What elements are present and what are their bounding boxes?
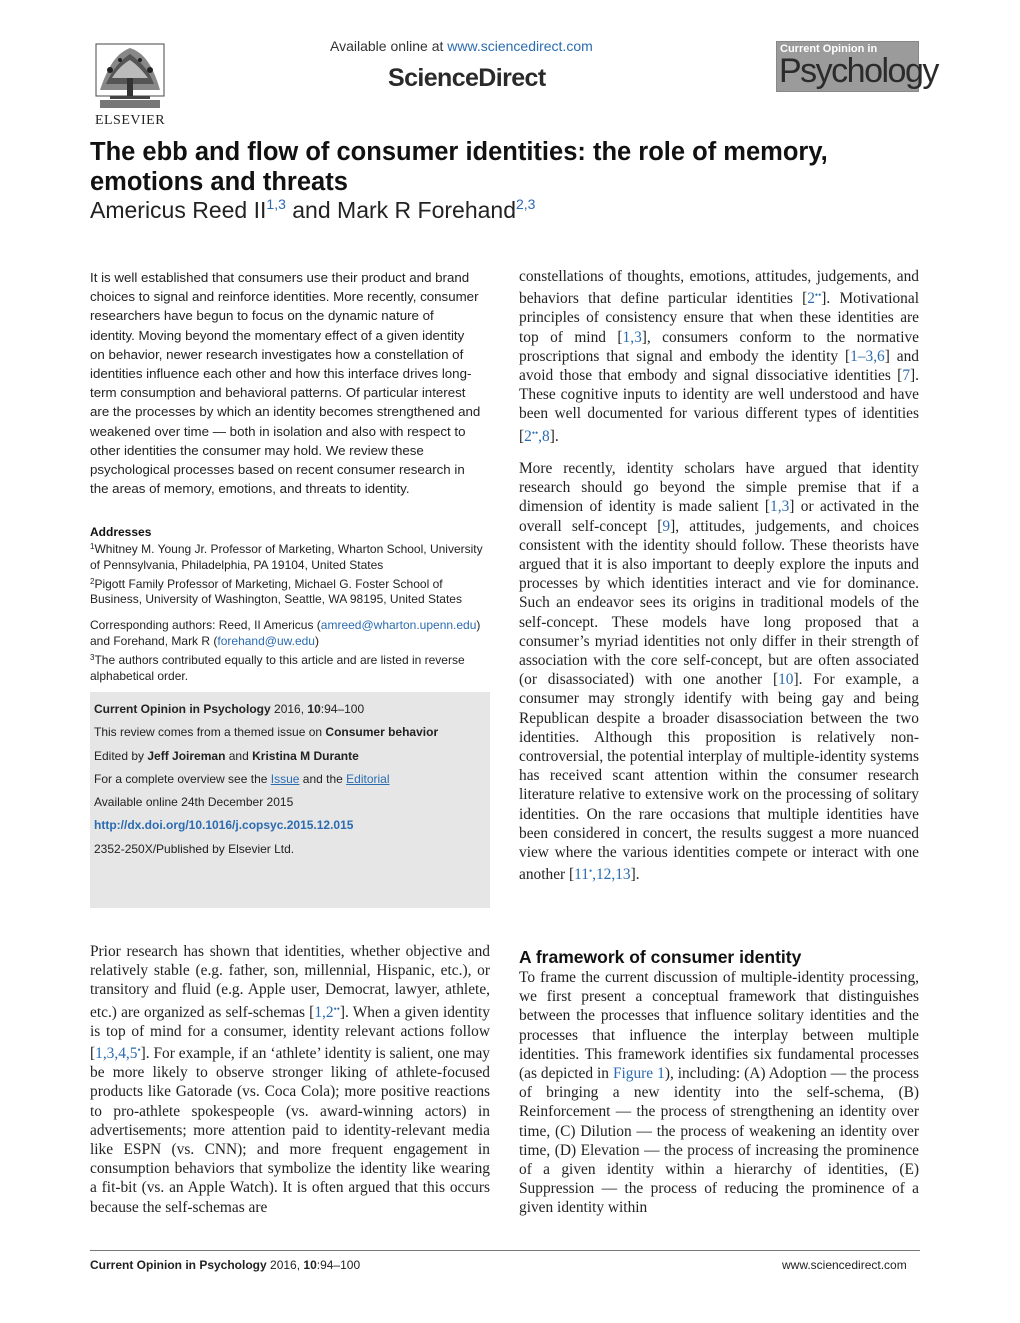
footer-citation: Current Opinion in Psychology 2016, 10:94–100 [90, 1258, 361, 1272]
author-line [90, 196, 535, 224]
journal-badge-main: Psychology [779, 52, 938, 90]
citation-link[interactable]: 1,3 [622, 328, 642, 346]
citation-link[interactable]: 1,2•• [314, 1003, 340, 1021]
body-right-paragraph-2: More recently, identity scholars have argued that identity research should go beyond the simple premise that if a dimension of identity is made salient [1,3] or activated in the overall self-concept [9], attitudes, judgements, and choices consistent with the identity should follow. These theorists have argued that it is also important to deeply explore the inputs and processes by which identities interact and vie for dominance. Such an endeavor sees its origins in traditional models of the self-concept. These models have long proposed that a consumer’s myriad identities not only differ in their strength of association with the core self-concept, but are often associated (or disassociated) with one another [10]. For example, a consumer may strongly identify with being gay and being Republican despite a broader disassociation between the two identities. Although this proposition is relatively non-controversial, the potential interplay of multiple-identity systems has received scant attention within the consumer research literature relative to extensive work on the processing of solitary identities. On the rare occasions that multiple identities have been considered in concert, the results suggest a more nuanced view where the various identities compete or interact with one another [11•,12,13]. [519, 460, 920, 884]
addresses-heading: Addresses [90, 525, 152, 539]
themed-issue-line: This review comes from a themed issue on Consumer behavior [94, 725, 439, 740]
body-left-paragraph-1: Prior research has shown that identities, whether objective and relatively stable (e.g. father, son, millennial, Hispanic, etc.), or transitory and fluid (e.g. Apple user, Democrat, lawyer, athlete, etc.) are organized as self-schemas [1,2••]. When a given identity is top of mind for a consumer, identity relevant actions follow [1,3,4,5•]. For example, if an ‘athlete’ identity is salient, one may be more likely to observe stronger liking of athlete-focused products like Gatorade (vs. Coca Cola); more positive reactions to pro-athlete spokespeople (vs. award-winning actors) in advertisements; more attention paid to identity-relevant media like ESPN (vs. CNN); and more frequent engagement in consumption behaviors that symbolize the identity like wearing a fit-bit (vs. an Apple Watch). It is often argued that this occurs because the self-schemas are [90, 943, 490, 1216]
author-and: and Mark R Forehand [285, 197, 516, 223]
editors-line: Edited by Jeff Joireman and Kristina M Durante [94, 748, 359, 763]
email-link-forehand[interactable]: forehand@uw.edu [217, 633, 315, 648]
author-1-affiliations[interactable]: 1,3 [266, 196, 286, 212]
elsevier-tree-logo [90, 40, 170, 112]
available-date-line: Available online 24th December 2015 [94, 795, 294, 810]
citation-link[interactable]: 2••,8 [524, 427, 550, 445]
sciencedirect-brand: ScienceDirect [388, 64, 546, 92]
author-2-affiliations[interactable]: 2,3 [516, 196, 536, 212]
issn-line: 2352-250X/Published by Elsevier Ltd. [94, 841, 295, 856]
address-2: $^2$Pigott Family Professor of Marketing, Michael G. Foster School of Business, University of Washington, Seattle, WA 98195, United States [90, 576, 462, 607]
address-1: $^1$Whitney M. Young Jr. Professor of Marketing, Wharton School, University of Pennsylvania, Philadelphia, PA 19104, United States [90, 542, 483, 572]
citation-link[interactable]: 1,3,4,5• [95, 1045, 141, 1063]
elsevier-wordmark: ELSEVIER [94, 113, 166, 128]
citation-link[interactable]: 2•• [807, 290, 822, 308]
citation-link[interactable]: 1–3,6 [850, 347, 885, 365]
body-right-paragraph-1: constellations of thoughts, emotions, attitudes, judgements, and behaviors that define particular identities [2••]. Motivational principles of consistency ensure that when these identities are top of mind [1,3], consumers conform to the normative proscriptions that signal and embody the identity [1–3,6] and avoid those that embody and signal dissociative identities [7]. These cognitive inputs to identity are well understood and have been well documented for various different types of identities [2••,8]. [519, 268, 919, 445]
corresponding-authors: Corresponding authors: Reed, II Americus (amreed@wharton.upenn.edu) and Forehand, Mark R (forehand@uw.edu) [90, 618, 481, 648]
doi-line [94, 814, 486, 837]
doi-link[interactable]: http://dx.doi.org/10.1016/j.copsyc.2015.12.015 [94, 818, 354, 833]
sciencedirect-url-link[interactable]: www.sciencedirect.com [447, 38, 593, 54]
body-right-paragraph-3: To frame the current discussion of multiple-identity processing, we first present a conceptual framework that distinguishes between the processes that influence solitary identities and the processes that influence the interplay between multiple identities. This framework identifies six fundamental processes (as depicted in Figure 1), including: (A) Adoption — the process of bringing a new identity into the self-schema, (B) Reinforcement — the process of strengthening an identity over time, (C) Dilution — the process of weakening an identity over time, (D) Elevation — the process of increasing the prominence of a given identity within a hierarchy of identities, (E) Suppression — the process of reducing the prominence of a given identity within [519, 969, 920, 1217]
citation-link[interactable]: 10 [778, 671, 794, 689]
journal-badge [776, 41, 938, 92]
editorial-link[interactable]: Editorial [346, 771, 390, 786]
figure-1-link[interactable]: Figure 1 [612, 1065, 665, 1083]
available-online-line [330, 38, 593, 54]
addresses [90, 539, 490, 608]
citation-link[interactable]: 1,3 [770, 498, 790, 516]
author-note-3: $^3$The authors contributed equally to this article and are listed in reverse alphabetical order. [90, 653, 465, 683]
abstract: It is well established that consumers use their product and brand choices to signal and reinforce identities. More recently, consumer researchers have begun to focus on the dynamic nature of identity. Moving beyond the momentary effect of a given identity on behavior, newer research investigates how a constellation of identities influence each other and how this interface drives long-term consumption and behavioral patterns. Of particular interest are the processes by which an identity becomes strengthened and weakened over time — both in isolation and also with respect to other identities the consumer may hold. We review these psychological processes based on recent consumer research in the areas of memory, emotions, and threats to identity. [90, 270, 481, 497]
email-link-reed[interactable]: amreed@wharton.upenn.edu [320, 618, 477, 632]
citation-link[interactable]: 11•,12,13 [574, 866, 631, 884]
article-title: The ebb and flow of consumer identities: the role of memory, emotions and threats [90, 138, 828, 196]
citation-link[interactable]: 9 [662, 517, 671, 535]
journal-badge-top: Current Opinion in [780, 43, 878, 55]
author-1: Americus Reed II [90, 197, 267, 223]
citation-line: Current Opinion in Psychology 2016, 10:94–100 [94, 702, 365, 716]
footer-url[interactable]: www.sciencedirect.com [782, 1258, 907, 1272]
citation-link[interactable]: 7 [902, 367, 911, 385]
available-prefix: Available online at [330, 38, 448, 54]
overview-line: For a complete overview see the Issue and the Editorial [94, 771, 390, 786]
issue-link[interactable]: Issue [270, 771, 300, 786]
section-heading-framework: A framework of consumer identity [519, 947, 802, 967]
article-info-box [90, 692, 490, 908]
footer-rule [90, 1250, 920, 1251]
